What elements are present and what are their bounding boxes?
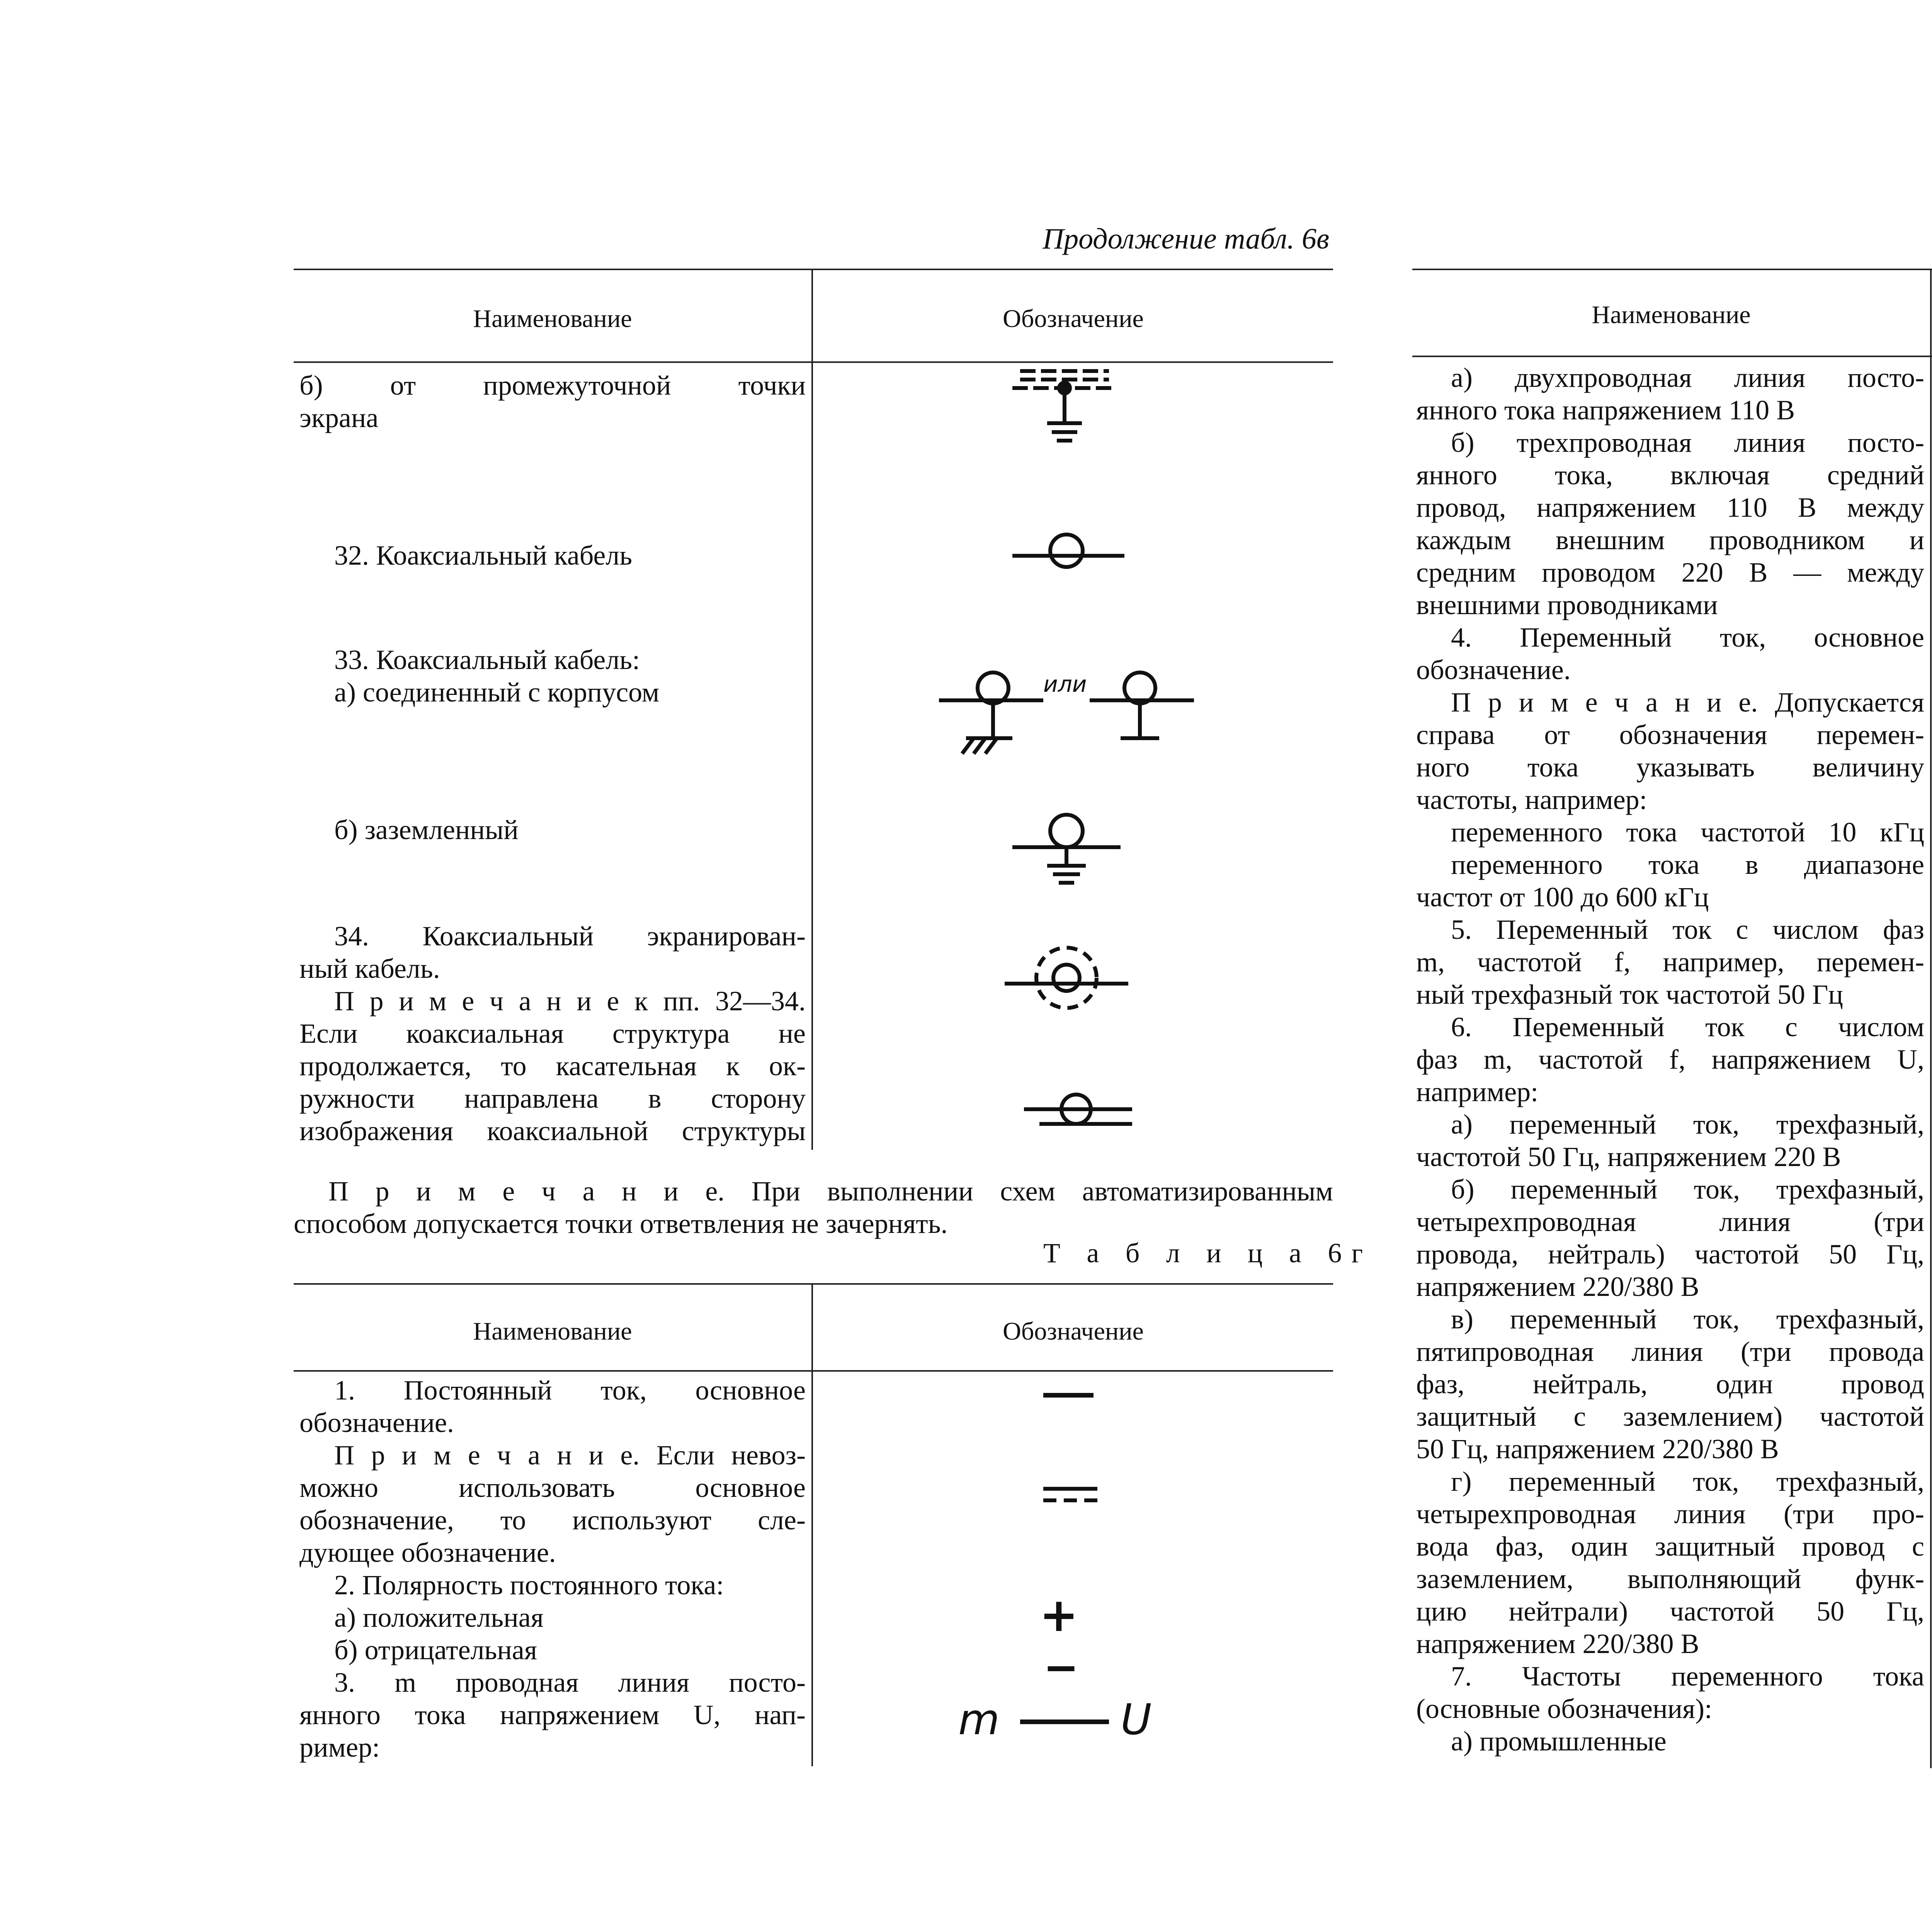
table2-col-name-header: Наименование (473, 1317, 632, 1345)
row-33: 33. Коаксиальный кабель: а) соединенный с корпусом (334, 644, 660, 708)
table2-column-divider (811, 1283, 813, 1766)
right-column-divider (1930, 269, 1932, 1768)
coax-chassis-icon (927, 657, 1213, 765)
coax-shielded-icon (1001, 935, 1132, 1028)
coax-cable-icon (1005, 529, 1128, 580)
table2-header-rule (294, 1370, 1333, 1372)
left-continuation-title: Продолжение табл. 6в (1043, 223, 1329, 255)
right-table-text: а) двухпроводная линия посто- янного тока напряжением 110 В б) трехпроводная линия посто- янного тока, включая средний провод, напряжением 110 В между каждым внешним проводником и средним проводом 220 В — между внешними проводниками 4. Переменный ток, основное обозначение. П р и м е ч а н и е. Допускается справа от обозначения перемен- ного тока указывать величину частоты, например: переменного тока частотой 10 кГц переменного тока в диапазоне частот от 100 до 600 кГц 5. Переменный ток с числом фаз m, частотой f, например, перемен- ный трехфазный ток частотой 50 Гц 6. Переменный ток с числом фаз m, частотой f, напряжением U, например: а) переменный ток, трехфазный, частотой 50 Гц, напряжением 220 В б) переменный ток, трехфазный, четырехпроводная линия (три провода, нейтраль) частотой 50 Гц, напряжением 220/380 В в) переменный ток, трехфазный, пятипроводная линия (три провода фаз, нейтраль, один провод защитный с заземлением) частотой 50 Гц, напряжением 220/380 В г) переменный ток, трехфазный, четырехпроводная линия (три про- вода фаз, один защитный провод с заземлением, выполняющий функ- цию нейтрали) частотой 50 Гц, напряжением 220/380 В 7. Частоты переменного тока (основные обозначения): а) промышленные (1416, 362, 1924, 1757)
left-column-divider (811, 269, 813, 1150)
row-34: 34. Коаксиальный экранирован- ный кабель. П р и м е ч а н и е к пп. 32—34. Если коаксиальная структура не продолжается, то касательная к ок- ружности направлена в сторону изображения коаксиальной структуры (299, 921, 806, 1146)
or-label: или (1043, 671, 1087, 697)
left-col-symbol-header: Обозначение (1003, 305, 1144, 333)
dc-symbol (1039, 1384, 1097, 1407)
row-32: 32. Коаксиальный кабель (334, 540, 633, 571)
m-symbol: m (958, 1695, 1000, 1744)
positive-symbol: + (1039, 1588, 1078, 1642)
coax-tangent-icon (1016, 1090, 1140, 1136)
screen-ground-icon (985, 363, 1140, 452)
row-33b: б) заземленный (334, 814, 519, 845)
row-intermediate-point: б) от промежуточной точки экрана (299, 370, 806, 433)
coax-grounded-icon (1005, 804, 1128, 897)
negative-symbol: − (1043, 1643, 1079, 1692)
right-header-rule (1412, 356, 1932, 357)
automation-note: П р и м е ч а н и е. При выполнении схем автоматизированным способом допускается точки ответвления не зачернять. (294, 1176, 1333, 1239)
dc-alt-symbol (1039, 1480, 1101, 1511)
dc-line-symbol (1020, 1716, 1109, 1728)
table2-col-symbol-header: Обозначение (1003, 1317, 1144, 1345)
right-col-name-header: Наименование (1592, 301, 1751, 329)
table2-text: 1. Постоянный ток, основное обозначение. П р и м е ч а н и е. Если невоз- можно использовать основное обозначение, то используют сле- дующее обозначение. 2. Полярность постоянного тока: а) положительная б) отрицательная 3. m проводная линия посто- янного тока напряжением U, нап- ример: (299, 1375, 806, 1763)
table-6g-title: Т а б л и ц а 6г (1043, 1238, 1373, 1268)
table2-top-rule (294, 1283, 1333, 1285)
left-table-top-rule (294, 269, 1333, 270)
right-table-top-rule (1412, 269, 1932, 270)
left-col-name-header: Наименование (473, 305, 632, 333)
u-symbol: U (1121, 1695, 1152, 1744)
left-header-rule (294, 361, 1333, 363)
